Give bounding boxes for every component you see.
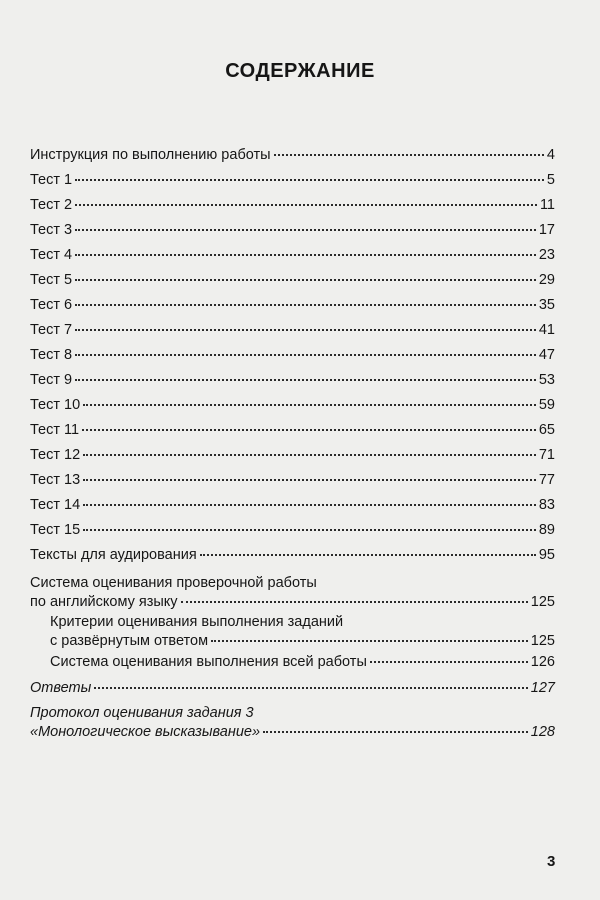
toc-entry-label: по английскому языку: [30, 594, 178, 610]
toc-entry-page: 47: [538, 347, 555, 363]
dot-leader: [83, 478, 536, 481]
toc-entry-page: 29: [538, 272, 555, 288]
toc-entry-label: Тест 2: [30, 197, 73, 213]
toc-entry-test: [30, 471, 555, 489]
toc-entry-test: [30, 271, 555, 289]
dot-leader: [83, 453, 536, 456]
dot-leader: [181, 600, 528, 603]
dot-leader: [274, 153, 544, 156]
toc-entry-page: 83: [538, 497, 555, 513]
dot-leader: [75, 178, 544, 181]
toc-entry-test: [30, 346, 555, 364]
toc-entry-test: [30, 321, 555, 339]
toc-entry-page: 128: [530, 724, 555, 740]
toc-entry-page: 127: [530, 680, 555, 696]
dot-leader: [75, 203, 537, 206]
toc-entry-test: [30, 446, 555, 464]
toc-entry-test: [30, 421, 555, 439]
toc-entry-system-line1: Система оценивания проверочной работы: [30, 575, 317, 591]
dot-leader: [75, 328, 536, 331]
dot-leader: [200, 553, 536, 556]
page-title: СОДЕРЖАНИЕ: [225, 60, 375, 82]
dot-leader: [75, 353, 536, 356]
toc-entry-label: Система оценивания выполнения всей работы: [50, 654, 367, 670]
toc-entry-protocol: [30, 723, 555, 741]
toc-entry-page: 77: [538, 472, 555, 488]
toc-entry-page: 59: [538, 397, 555, 413]
toc-entry-label: Тест 10: [30, 397, 81, 413]
toc-entry-label: Тест 14: [30, 497, 81, 513]
toc-entry-page: 125: [530, 594, 555, 610]
toc-entry-audio: [30, 546, 555, 564]
toc-entry-criteria-line1: Критерии оценивания выполнения заданий: [50, 614, 344, 630]
toc-entry-label: Тест 1: [30, 172, 73, 188]
toc-entry-protocol-line1: Протокол оценивания задания 3: [30, 705, 254, 721]
dot-leader: [94, 686, 528, 689]
toc-entry-label: Тест 7: [30, 322, 73, 338]
toc-entry-label: Тест 9: [30, 372, 73, 388]
page-number: 3: [547, 853, 556, 870]
toc-entry-label: Тест 3: [30, 222, 73, 238]
toc-entry-page: 5: [546, 172, 555, 188]
toc-entry-label: Тест 15: [30, 522, 81, 538]
toc-entry-test: [30, 246, 555, 264]
toc-entry-test: [30, 196, 555, 214]
toc-entry-page: 71: [538, 447, 555, 463]
toc-entry-answers: [30, 679, 555, 697]
toc-entry-whole-work: [50, 653, 555, 671]
toc-entry-page: 95: [538, 547, 555, 563]
toc-entry-label: Тест 8: [30, 347, 73, 363]
toc-entry-label: Тексты для аудирования: [30, 547, 197, 563]
toc-entry-criteria: [50, 632, 555, 650]
toc-entry-label: Ответы: [30, 680, 92, 696]
dot-leader: [83, 503, 536, 506]
toc-entry-label: Тест 13: [30, 472, 81, 488]
dot-leader: [370, 660, 528, 663]
dot-leader: [75, 278, 536, 281]
dot-leader: [83, 403, 536, 406]
toc-entry-system: [30, 593, 555, 611]
toc-entry-page: 17: [538, 222, 555, 238]
dot-leader: [83, 528, 536, 531]
dot-leader: [75, 303, 536, 306]
toc-entry-page: 41: [538, 322, 555, 338]
dot-leader: [75, 253, 536, 256]
toc-entry-label: Тест 11: [30, 422, 80, 438]
toc-entry-instruction: [30, 146, 555, 164]
toc-entry-test: [30, 221, 555, 239]
toc-entry-test: [30, 496, 555, 514]
toc-entry-page: 65: [538, 422, 555, 438]
toc-entry-label: Тест 6: [30, 297, 73, 313]
toc-entry-label: Тест 4: [30, 247, 73, 263]
toc-entry-page: 35: [538, 297, 555, 313]
toc-entry-label: «Монологическое высказывание»: [30, 724, 261, 740]
toc-entry-test: [30, 371, 555, 389]
toc-entry-page: 125: [530, 633, 555, 649]
toc-entry-page: 53: [538, 372, 555, 388]
toc-entry-label: Инструкция по выполнению работы: [30, 147, 271, 163]
toc-entry-label: с развёрнутым ответом: [50, 633, 209, 649]
toc-entry-page: 89: [538, 522, 555, 538]
toc-entry-test: [30, 296, 555, 314]
dot-leader: [211, 639, 528, 642]
toc-entry-test: [30, 171, 555, 189]
dot-leader: [75, 228, 536, 231]
toc-entry-page: 23: [538, 247, 555, 263]
dot-leader: [75, 378, 536, 381]
dot-leader: [82, 428, 536, 431]
toc-entry-page: 126: [530, 654, 555, 670]
toc-entry-label: Тест 5: [30, 272, 73, 288]
dot-leader: [263, 730, 528, 733]
toc-entry-page: 11: [539, 197, 555, 213]
toc-entry-test: [30, 521, 555, 539]
toc-entry-test: [30, 396, 555, 414]
toc-entry-label: Тест 12: [30, 447, 81, 463]
toc-entry-page: 4: [546, 147, 555, 163]
